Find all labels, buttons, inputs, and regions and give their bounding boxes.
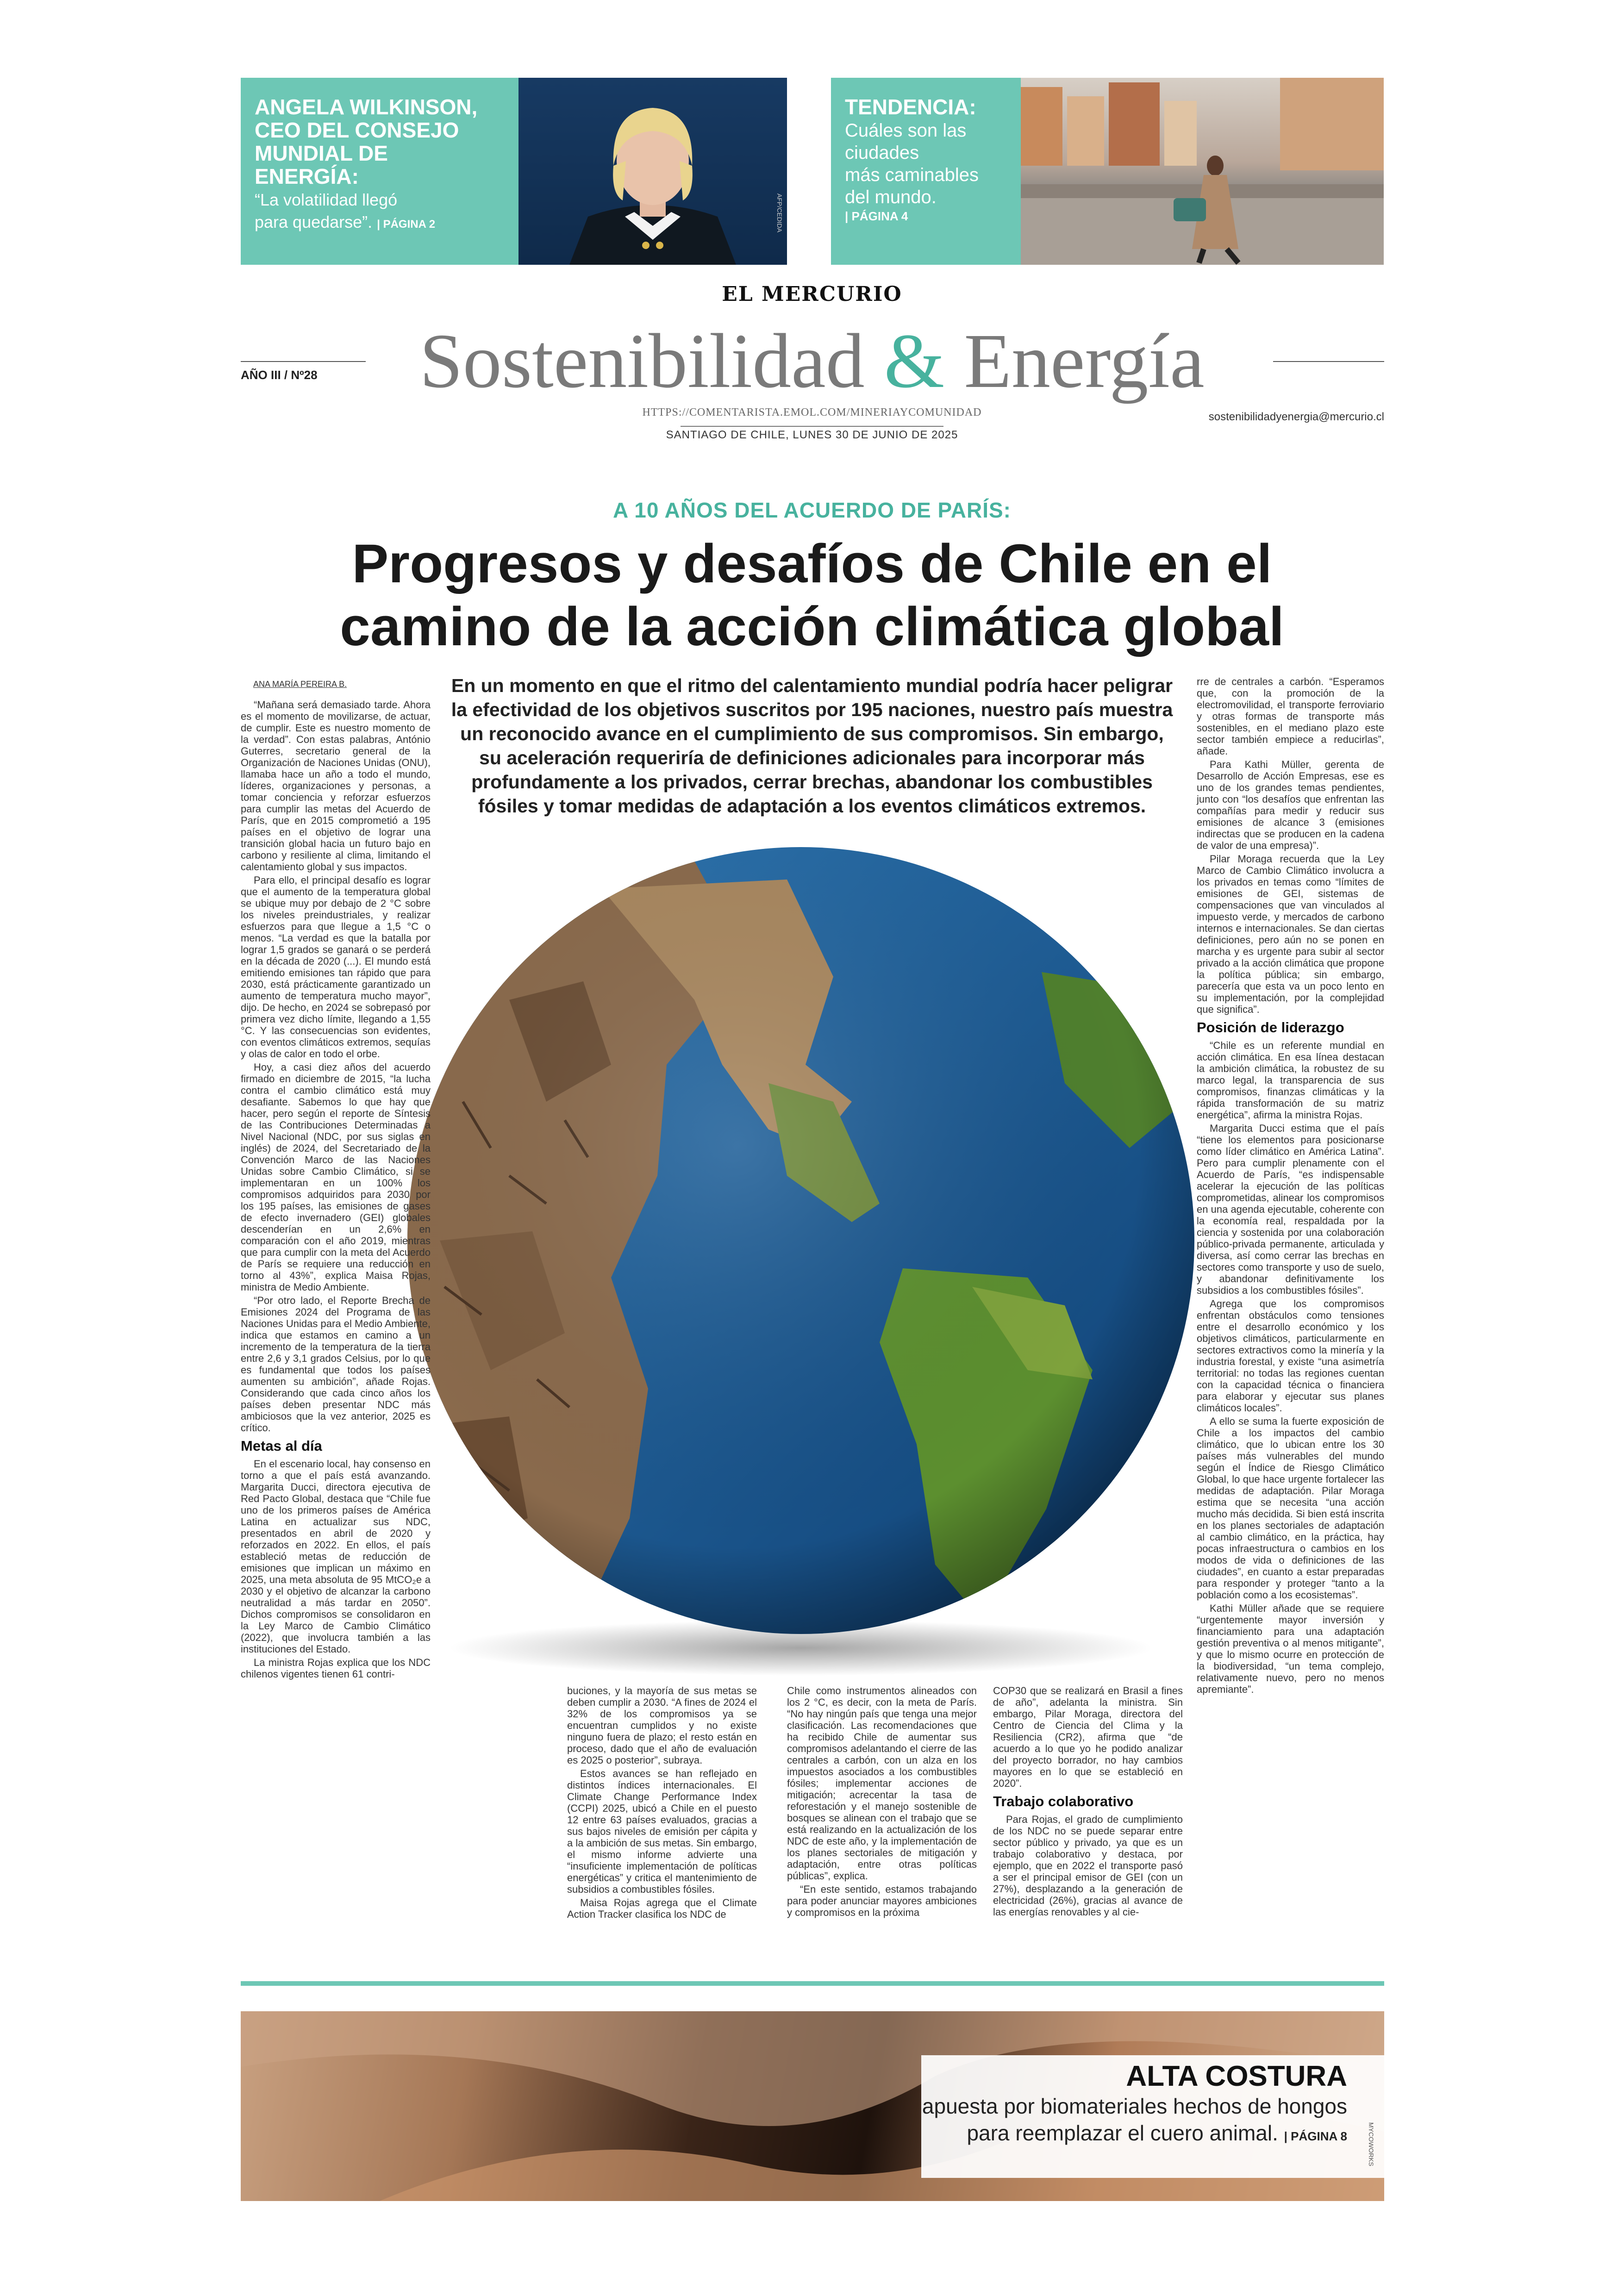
article-headline: [0, 532, 1624, 658]
col2-paragraph: Estos avances se han reflejado en distintos índices internacionales. El Climate Change Performance Index (CCPI) 2025, ubicó a Chile en el puesto 12 entre 63 países evaluados, gracias a sus bajos niveles de emisión per cápita y a la ambición de sus metas. Sin embargo, el mismo informe advierte una “insuficiente implementación de políticas energéticas” y critica el mantenimiento de subsidios a combustibles fósiles.: [567, 1768, 757, 1895]
teaser-heading-2: CEO DEL CONSEJO: [255, 118, 459, 142]
globe-illustration: [370, 824, 1231, 1690]
col5-paragraph: rre de centrales a carbón. “Esperamos que, con la promoción de la electromovilidad, el transporte ferroviario y otras formas de transporte más sostenibles, en el mediano plazo este sector también empiece a reducirlas”, añade.: [1197, 676, 1384, 757]
ad-photo-credit: MYCOWORKS: [1368, 2122, 1375, 2166]
teaser-trend-text: [845, 95, 1021, 224]
site-url[interactable]: HTTPS://COMENTARISTA.EMOL.COM/MINERIAYCOMUNIDAD: [642, 406, 982, 418]
bottom-separator: [241, 1981, 1384, 1986]
earth-globe-icon: [370, 824, 1231, 1690]
photo-credit: AFP/CEDIDA: [776, 193, 783, 233]
teaser-heading-1: ANGELA WILKINSON,: [255, 95, 478, 119]
article-column-4: [993, 1685, 1183, 1920]
subhead-liderazgo: Posición de liderazgo: [1197, 1019, 1344, 1035]
col5-paragraph: Agrega que los compromisos enfrentan obstáculos como tensiones entre el desarrollo económico y los objetivos climáticos, particularmente en sectores extractivos como la minería y la industria forestal, y existe “una asimetría territorial: no todas las regiones cuentan con la capacidad técnica o financiera para elaborar y ejecutar sus planes climáticos locales”.: [1197, 1298, 1384, 1414]
byline: ANA MARÍA PEREIRA B.: [253, 680, 347, 689]
col2-paragraph: buciones, y la mayoría de sus metas se deben cumplir a 2030. “A fines de 2024 el 32% de los compromisos ya se encuentran cumplidos y no existe ninguno fuera de plazo; el resto están en proceso, dado que el año de evaluación es 2025 o posterior”, subraya.: [567, 1685, 757, 1766]
col4-paragraph: Para Rojas, el grado de cumplimiento de los NDC no se puede separar entre sector público y privado, ya que es un trabajo colaborativo y destaca, por ejemplo, que en 2022 el transporte pasó a ser el principal emisor de GEI (con un 27%), desplazando a la generación de electricidad (26%), gracias al avance de las energías renovables y al cie-: [993, 1814, 1183, 1918]
subhead-metas: Metas al día: [241, 1438, 322, 1454]
col3-paragraph: “En este sentido, estamos trabajando para poder anunciar mayores ambiciones y compromisos en la próxima: [787, 1883, 977, 1918]
contact-email[interactable]: sostenibilidadyenergia@mercurio.cl: [1208, 411, 1384, 423]
teaser-quote-1: “La volatilidad llegó: [255, 190, 398, 209]
col1-paragraph: “Mañana será demasiado tarde. Ahora es el momento de movilizarse, de actuar, de cumplir. Este es nuestro momento de la verdad”. Con estas palabras, António Guterres, secretario general de la Organización de Naciones Unidas (ONU), llamaba hace un año a todo el mundo, líderes, organizaciones y personas, a tomar conciencia y reforzar esfuerzos para cumplir las metas del Acuerdo de París, que en 2015 comprometió a 195 países en el objetivo de lograr una transición global hacia un futuro bajo en carbono y resiliente al clima, limitando el calentamiento global y sus impactos.: [241, 699, 431, 873]
col2-paragraph: Maisa Rojas agrega que el Climate Action Tracker clasifica los NDC de: [567, 1897, 757, 1920]
trend-text-2: ciudades: [845, 143, 919, 163]
teaser-quote-line-2: para quedarse”. | PÁGINA 2: [255, 212, 436, 231]
ad-headline: ALTA COSTURA: [1126, 2060, 1347, 2092]
ad-page-ref: | PÁGINA 8: [1284, 2129, 1347, 2143]
teaser-trend[interactable]: [831, 78, 1384, 265]
teaser-interview-text: [255, 95, 514, 235]
trend-text-3: más caminables: [845, 165, 979, 185]
article-kicker: A 10 AÑOS DEL ACUERDO DE PARÍS:: [613, 498, 1011, 522]
teaser-heading-3: MUNDIAL DE: [255, 141, 388, 165]
col1-paragraph: Para ello, el principal desafío es lograr que el aumento de la temperatura global se ubique muy por debajo de 2 °C sobre los niveles preindustriales, y realizar esfuerzos para que llegue a 1,5 °C o menos. “La verdad es que la batalla por lograr 1,5 grados se ganará o se perderá en la década de 2020 (...). El mundo está emitiendo emisiones tan rápido que para 2030, está prácticamente garantizado un aumento de temperatura mucho mayor”, dijo. De hecho, en 2024 se sobrepasó por primera vez dicho límite, llegando a 1,55 °C. Y las consecuencias son evidentes, con eventos climáticos extremos, sequías y olas de calor en todo el orbe.: [241, 874, 431, 1060]
subhead-trabajo: Trabajo colaborativo: [993, 1793, 1134, 1809]
teaser-interview[interactable]: [241, 78, 787, 265]
trend-text-1: Cuáles son las: [845, 120, 967, 141]
col5-paragraph: Margarita Ducci estima que el país “tiene los elementos para posicionarse como líder climático en América Latina”. Pero para cumplir plenamente con el Acuerdo de París, “es indispensable acelerar la ejecución de las políticas comprometidas, alinear los compromisos en una agenda ejecutable, coherente con la economía real, respaldada por la ciencia y sostenida por una colaboración público-privada permanente, articulada y diversa, así como cerrar las brechas en sectores como transporte y uso de suelo, y abandonar definitivamente los subsidios a los combustibles fósiles”.: [1197, 1123, 1384, 1296]
headline-line-2: camino de la acción climática global: [340, 596, 1284, 657]
portrait-illustration: [518, 78, 787, 265]
trend-heading: TENDENCIA:: [845, 95, 976, 119]
col5-paragraph: Kathi Müller añade que se requiere “urgentemente mayor inversión y financiamiento para una adaptación gestión preventiva o al menos mitigante”, y que lo mismo ocurre en protección de la biodiversidad, “un tema complejo, relativamente nuevo, pero no menos apremiante”.: [1197, 1603, 1384, 1695]
col4-paragraph: COP30 que se realizará en Brasil a fines de año”, adelanta la ministra. Sin embargo, Pilar Moraga, directora del Centro de Ciencia del Clima y la Resiliencia (CR2), afirma que “de acuerdo a lo que yo he podido analizar del proyecto borrador, no hay cambios mayores en lo que se estableció en 2020”.: [993, 1685, 1183, 1789]
col3-paragraph: Chile como instrumentos alineados con los 2 °C, es decir, con la meta de París. “No hay ningún país que tenga una mejor clasificación. Las recomendaciones que ha recibido Chile de aumentar sus compromisos adelantando el cierre de las centrales a carbón, con un alza en los impuestos asociados a los combustibles fósiles; implementar acciones de mitigación; acrecentar la tasa de reforestación y el manejo sostenible de bosques se alinean con el trabajo que se está realizando en la actualización de los NDC de este año, y la implementación de los planes sectoriales de mitigación y adaptación, entre otras políticas públicas”, explica.: [787, 1685, 977, 1882]
teaser-page-ref: | PÁGINA 2: [377, 218, 436, 231]
section-title-right: Energía: [964, 318, 1205, 404]
trend-text-4: del mundo.: [845, 187, 937, 207]
section-title-ampersand: &: [884, 318, 945, 404]
col5-paragraph: “Chile es un referente mundial en acción climática. En esa línea destacan la ambición climática, la robustez de su marco legal, la transparencia de sus compromisos, finanzas climáticas y la rápida transformación de su matriz energética”, afirma la ministra Rojas.: [1197, 1040, 1384, 1121]
trend-page-ref: | PÁGINA 4: [845, 209, 908, 223]
issue-number: AÑO III / Nº28: [241, 368, 318, 382]
col1-paragraph: Hoy, a casi diez años del acuerdo firmado en diciembre de 2015, “la lucha contra el cambio climático está muy desafiante. Sabemos lo que hay que hacer, pero según el reporte de Síntesis de las Contribuciones Determinadas a Nivel Nacional (NDC, por sus siglas en inglés) de 2024, del Secretariado de la Convención Marco de las Naciones Unidas sobre Cambio Climático, si se implementaran en un 100% los compromisos adquiridos para 2030 por los 195 países, las emisiones de gases de efecto invernadero (GEI) globales descenderían en un 2,6% en comparación con el año 2019, mientras que para cumplir con la meta del Acuerdo de París se requiere una reducción en torno al 43%”, explica Maisa Rojas, ministra de Medio Ambiente.: [241, 1061, 431, 1293]
article-column-5: [1197, 676, 1384, 1697]
portrait-photo: [518, 78, 787, 265]
section-title-left: Sostenibilidad: [419, 318, 865, 404]
col1-paragraph: En el escenario local, hay consenso en torno a que el país está avanzando. Margarita Ducci, directora ejecutiva de Red Pacto Global, destaca que “Chile fue uno de los primeros países de América Latina en actualizar sus NDC, presentados en abril de 2020 y reforzados en 2022. En ellos, el país estableció metas de reducción de emisiones que implican un máximo en 2025, una meta absoluta de 95 MtCO₂e a 2030 y el objetivo de alcanzar la carbono neutralidad a más tardar en 2050”. Dichos compromisos se consolidaron en la Ley Marco de Cambio Climático (2022), que involucra también a las instituciones del Estado.: [241, 1458, 431, 1655]
masthead-rule-right: [1273, 361, 1384, 362]
article-column-3: [787, 1685, 977, 1920]
dateline-rule: [681, 426, 943, 427]
teaser-heading-4: ENERGÍA:: [255, 164, 359, 188]
dateline: SANTIAGO DE CHILE, LUNES 30 DE JUNIO DE 2025: [666, 429, 958, 441]
col5-paragraph: Para Kathi Müller, gerenta de Desarrollo de Acción Empresas, ese es uno de los grandes temas pendientes, junto con “los desafíos que enfrentan las compañías para medir y reducir sus emisiones de alcance 3 (emisiones indirectas que se producen en la cadena de valor de una empresa)”.: [1197, 759, 1384, 851]
col5-paragraph: Pilar Moraga recuerda que la Ley Marco de Cambio Climático involucra a los privados en temas como “límites de emisiones de GEI, sistemas de compensaciones que van vinculados al impuesto verde, y mercados de carbono internos e internacionales. Se dan ciertas definiciones, pero aún no se ponen en marcha y es urgente para subir al sector privado a la acción climática que propone la política pública; sin embargo, parecería que esta va un poco lento en su implementación, por la complejidad que significa”.: [1197, 853, 1384, 1015]
article-column-2: [567, 1685, 757, 1922]
col5-paragraph: A ello se suma la fuerte exposición de Chile a los impactos del cambio climático, que lo ubican entre los 30 países más vulnerables del mundo según el Índice de Riesgo Climático Global, lo que hace urgente fortalecer las medidas de adaptación. Pilar Moraga estima que se necesita “una acción mucho más decidida. Si bien está inscrita en los planes sectoriales de adaptación al cambio climático, en la práctica, hay pocas infraestructura o cambios en los modos de vida o definiciones de las ciudades”, en cuanto a estar preparadas para responder y proteger “tanto a la población como a los ecosistemas”.: [1197, 1416, 1384, 1601]
ad-text: [922, 2060, 1347, 2150]
article-lead: En un momento en que el ritmo del calentamiento mundial podría hacer peligrar la efectividad de los objetivos suscritos por 195 naciones, nuestro país muestra un reconocido avance en el cumplimiento de sus compromisos. Sin embargo, su aceleración requeriría de definiciones adicionales para incorporar más profundamente a los privados, cerrar brechas, abandonar los combustibles fósiles y tomar medidas de adaptación a los eventos climáticos extremos.: [451, 675, 1173, 817]
city-walking-photo: [1021, 78, 1384, 265]
newspaper-name: EL MERCURIO: [722, 282, 902, 306]
headline-line-1: Progresos y desafíos de Chile en el: [352, 533, 1272, 594]
city-illustration: [1021, 78, 1384, 265]
col1-paragraph: “Por otro lado, el Reporte Brecha de Emisiones 2024 del Programa de las Naciones Unidas para el Medio Ambiente, indica que estamos en camino a un incremento de la temperatura de la tierra entre 2,6 y 3,1 grados Celsius, por lo que es fundamental que todos los países aumenten su ambición”, añade Rojas. Considerando que cada cinco años los países deben presentar NDC más ambiciosos que la vez anterior, 2025 es crítico.: [241, 1295, 431, 1434]
ad-text-1: apuesta por biomateriales hechos de hongos: [922, 2094, 1347, 2118]
col1-paragraph: La ministra Rojas explica que los NDC chilenos vigentes tienen 61 contri-: [241, 1657, 431, 1680]
teaser-alta-costura[interactable]: [241, 2011, 1384, 2201]
ad-text-line-2: para reemplazar el cuero animal. | PÁGINA 8: [967, 2121, 1347, 2145]
article-column-1: [241, 699, 431, 1682]
